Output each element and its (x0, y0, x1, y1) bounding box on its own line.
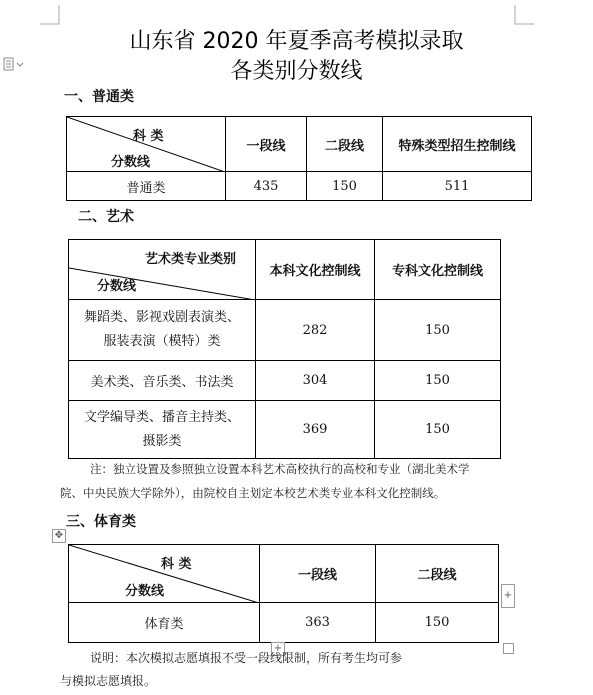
column-header: 本科文化控制线 (256, 240, 375, 300)
page-corner-mark-left (40, 5, 60, 25)
sports-note-line: 与模拟志愿填报。 (60, 674, 157, 688)
table-cell: 150 (375, 300, 501, 361)
table-corner-cell (69, 240, 256, 300)
table-cell: 150 (375, 361, 501, 401)
row-label (69, 401, 256, 459)
art-note-line: 院、中央民族大学除外），由院校自主划定本校艺术类专业本科文化控制线。 (60, 486, 446, 500)
row-label-line: 文学编导类、播音主持类、 (83, 409, 240, 425)
general-score-table (66, 116, 532, 201)
table-corner-cell (69, 545, 260, 603)
column-header: 一段线 (226, 117, 307, 172)
column-header: 二段线 (376, 545, 499, 603)
add-row-button[interactable]: + (271, 642, 285, 656)
table-cell: 282 (256, 300, 375, 361)
page-title: 山东省 2020 年夏季高考模拟录取 (129, 29, 464, 54)
row-label-line: 舞蹈类、影视戏剧表演类、 (83, 310, 240, 325)
sports-note-line: 说明：本次模拟志愿填报不受一段线限制，所有考生均可参 (90, 651, 403, 665)
table-resize-handle[interactable] (503, 643, 514, 654)
table-cell: 150 (307, 172, 383, 201)
art-note-line: 注：独立设置及参照独立设置本科艺术高校执行的高校和专业（湖北美术学 (90, 462, 470, 476)
corner-label-score: 分数线 (111, 155, 151, 170)
art-score-table (68, 239, 501, 459)
column-header: 专科文化控制线 (375, 240, 501, 300)
table-corner-cell (67, 117, 226, 172)
section-heading-sports: 三、体育类 (66, 514, 136, 530)
page-subtitle: 各类别分数线 (230, 59, 363, 84)
table-cell: 369 (256, 401, 375, 459)
corner-label-category: 科 类 (133, 129, 164, 144)
row-label (69, 361, 256, 401)
row-label-line: 美术类、音乐类、书法类 (90, 375, 234, 390)
column-header: 特殊类型招生控制线 (383, 117, 532, 172)
row-label: 体育类 (69, 603, 260, 643)
corner-label-score: 分数线 (125, 584, 165, 599)
section-heading-general: 一、普通类 (64, 89, 134, 105)
row-label-line: 服装表演（模特）类 (103, 334, 221, 349)
add-column-button[interactable]: + (501, 584, 515, 608)
table-cell: 304 (256, 361, 375, 401)
table-cell: 150 (375, 401, 501, 459)
corner-label-score: 分数线 (97, 279, 137, 294)
row-label-line: 摄影类 (142, 433, 182, 449)
corner-label-category: 艺术类专业类别 (145, 252, 237, 267)
table-cell: 435 (226, 172, 307, 201)
table-move-handle[interactable]: ✥ (52, 529, 66, 543)
table-cell: 511 (383, 172, 532, 201)
column-header: 二段线 (307, 117, 383, 172)
section-heading-art: 二、艺术 (78, 209, 134, 225)
row-label (69, 300, 256, 361)
row-label: 普通类 (67, 172, 226, 201)
page-corner-mark-right (514, 5, 534, 25)
sports-score-table (68, 544, 499, 643)
corner-label-category: 科 类 (161, 557, 192, 572)
table-cell: 363 (260, 603, 376, 643)
table-cell: 150 (376, 603, 499, 643)
column-header: 一段线 (260, 545, 376, 603)
